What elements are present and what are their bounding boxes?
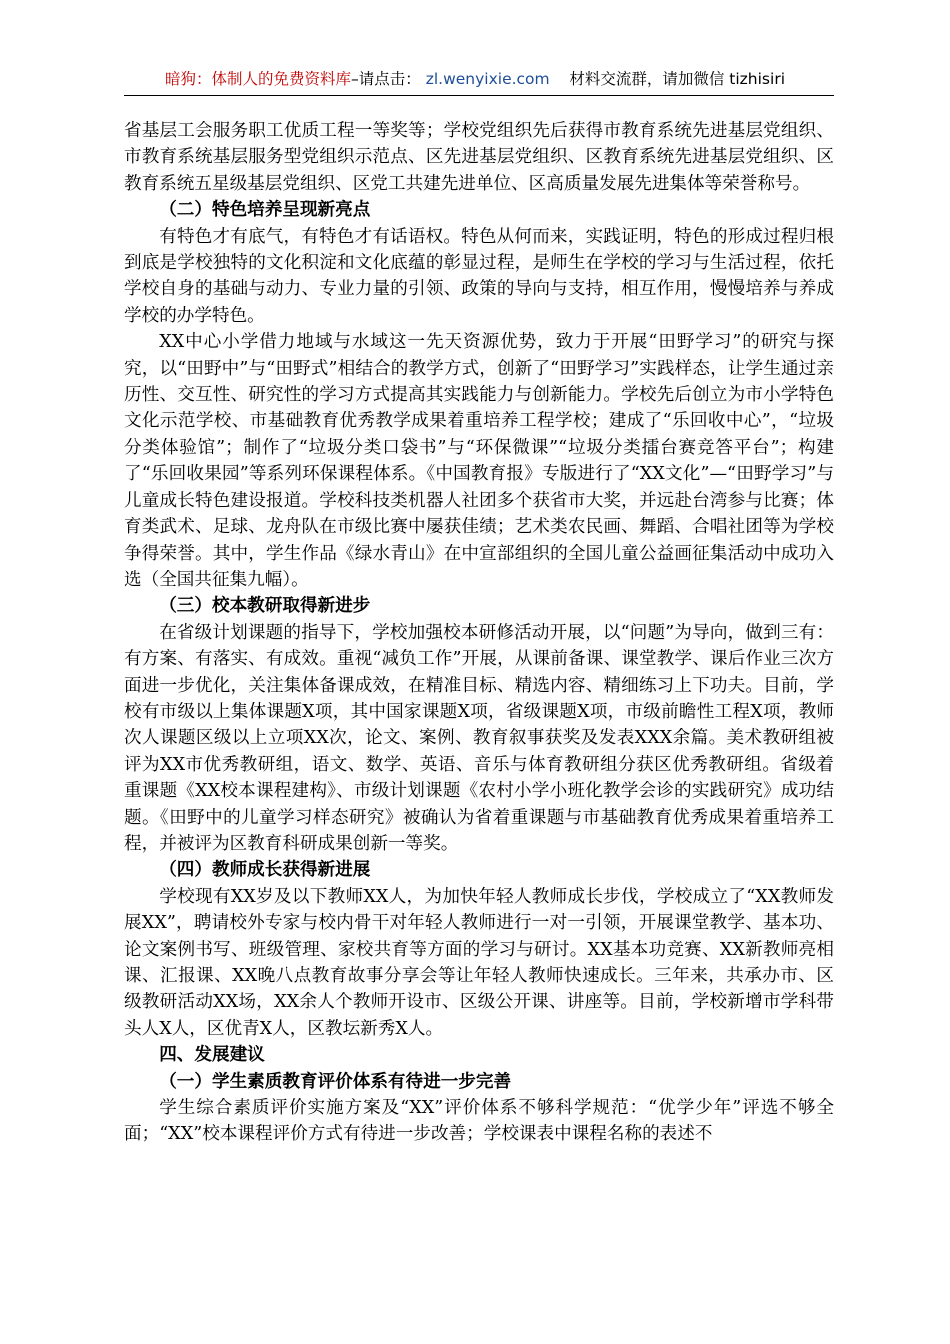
- header-link[interactable]: zl.wenyixie.com: [425, 70, 550, 88]
- header-link-prefix: –请点击：: [351, 70, 421, 88]
- section-heading-3: （三）校本教研取得新进步: [159, 595, 371, 617]
- section-heading-2: （二）特色培养呈现新亮点: [159, 199, 371, 221]
- chapter-heading-4: 四、发展建议: [159, 1044, 265, 1066]
- paragraph: 有特色才有底气，有特色才有话语权。特色从何而来，实践证明，特色的形成过程归根到底是学校独特的文化积淀和文化底蕴的彰显过程，是师生在学校的学习与生活过程，依托学校自身的基础与动力、专业力量的引领、政策的导向与支持，相互作用，慢慢培养与养成学校的办学特色。: [124, 226, 834, 326]
- header-brand: 暗狗：体制人的免费资料库: [164, 70, 351, 88]
- paragraph: 学生综合素质评价实施方案及“XX”评价体系不够科学规范：“优学少年”评选不够全面；“XX”校本课程评价方式有待进一步改善；学校课表中课程名称的表述不: [124, 1098, 834, 1145]
- page-header: [0, 68, 950, 90]
- header-contact: 材料交流群，请加微信 tizhisiri: [569, 70, 785, 88]
- paragraph: XX中心小学借力地域与水域这一先天资源优势，致力于开展“田野学习”的研究与探究，以“田野中”与“田野式”相结合的教学方式，创新了“田野学习”实践样态，让学生通过亲历性、交互性、研究性的学习方式提高其实践能力与创新能力。学校先后创立为市小学特色文化示范学校、市基础教育优秀教学成果着重培养工程学校；建成了“乐回收中心”，“垃圾分类体验馆”；制作了“垃圾分类口袋书”与“环保微课”“垃圾分类擂台赛竞答平台”；构建了“乐回收果园”等系列环保课程体系。《中国教育报》专版进行了“XX文化”—“田野学习”与儿童成长特色建设报道。学校科技类机器人社团多个获省市大奖，并远赴台湾参与比赛；体育类武术、足球、龙舟队在市级比赛中屡获佳绩；艺术类农民画、舞蹈、合唱社团等为学校争得荣誉。其中，学生作品《绿水青山》在中宣部组织的全国儿童公益画征集活动中成功入选（全国共征集九幅）。: [124, 332, 834, 590]
- document-body: [124, 118, 834, 1148]
- paragraph-continuation: 省基层工会服务职工优质工程一等奖等；学校党组织先后获得市教育系统先进基层党组织、市教育系统基层服务型党组织示范点、区先进基层党组织、区教育系统先进基层党组织、区教育系统五星级基层党组织、区党工共建先进单位、区高质量发展先进集体等荣誉称号。: [124, 121, 834, 194]
- section-heading-4-1: （一）学生素质教育评价体系有待进一步完善: [159, 1070, 512, 1092]
- paragraph: 在省级计划课题的指导下，学校加强校本研修活动开展，以“问题”为导向，做到三有：有方案、有落实、有成效。重视“减负工作”开展，从课前备课、课堂教学、课后作业三次方面进一步优化，关注集体备课成效，在精准目标、精选内容、精细练习上下功夫。目前，学校有市级以上集体课题X项，其中国家课题X项，省级课题X项，市级前瞻性工程X项，教师次人课题区级以上立项XX次，论文、案例、教育叙事获奖及发表XXX余篇。美术教研组被评为XX市优秀教研组，语文、数学、英语、音乐与体育教研组分获区优秀教研组。省级着重课题《XX校本课程建构》、市级计划课题《农村小学小班化教学会诊的实践研究》成功结题。《田野中的儿童学习样态研究》被确认为省着重课题与市基础教育优秀成果着重培养工程，并被评为区教育科研成果创新一等奖。: [124, 622, 834, 854]
- paragraph: 学校现有XX岁及以下教师XX人，为加快年轻人教师成长步伐，学校成立了“XX教师发展XX”，聘请校外专家与校内骨干对年轻人教师进行一对一引领，开展课堂教学、基本功、论文案例书写、班级管理、家校共育等方面的学习与研讨。XX基本功竞赛、XX新教师亮相课、汇报课、XX晚八点教育故事分享会等让年轻人教师快速成长。三年来，共承办市、区级教研活动XX场，XX余人个教师开设市、区级公开课、讲座等。目前，学校新增市学科带头人X人，区优青X人，区教坛新秀X人。: [124, 886, 834, 1039]
- header-divider: [124, 95, 834, 96]
- section-heading-4: （四）教师成长获得新进展: [159, 859, 371, 881]
